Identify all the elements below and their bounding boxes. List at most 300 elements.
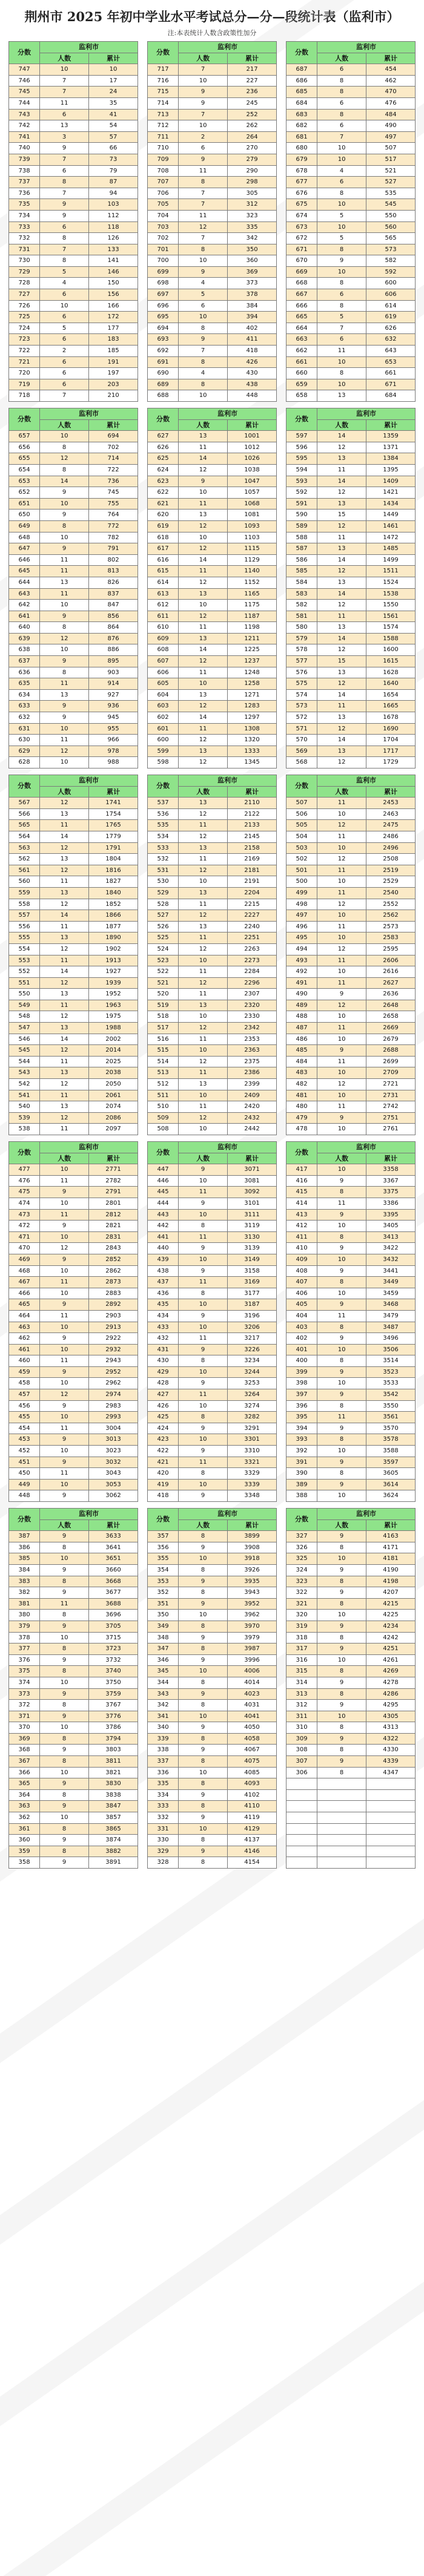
score-cell: 323 xyxy=(287,1576,317,1587)
score-cell: 431 xyxy=(148,1344,179,1355)
table-row xyxy=(9,1277,138,1288)
table-row xyxy=(287,532,416,543)
count-cell: 12 xyxy=(40,798,89,809)
count-cell: 9 xyxy=(179,1243,228,1254)
count-cell: 8 xyxy=(179,323,228,334)
table-row xyxy=(148,1045,277,1057)
cumulative-cell: 535 xyxy=(366,188,416,199)
table-row xyxy=(9,1576,138,1587)
count-cell: 8 xyxy=(40,520,89,532)
cumulative-cell: 79 xyxy=(89,165,138,177)
count-cell: 9 xyxy=(179,1576,228,1587)
cumulative-cell: 2761 xyxy=(366,1124,416,1135)
cumulative-cell: 1297 xyxy=(228,712,277,724)
table-row xyxy=(9,520,138,532)
table-row xyxy=(287,442,416,453)
cumulative-cell: 2074 xyxy=(89,1101,138,1113)
cumulative-cell: 856 xyxy=(89,611,138,622)
table-row xyxy=(148,1468,277,1480)
table-row xyxy=(148,390,277,402)
table-row xyxy=(9,120,138,132)
region-header: 监利市 xyxy=(179,1142,277,1153)
count-cell: 10 xyxy=(317,1221,366,1232)
count-header: 人数 xyxy=(40,419,89,431)
score-cell: 464 xyxy=(9,1310,40,1322)
cumulative-cell: 1890 xyxy=(89,932,138,944)
count-cell: 13 xyxy=(179,689,228,701)
score-cell: 421 xyxy=(148,1457,179,1468)
count-cell: 8 xyxy=(40,1846,89,1857)
count-cell: 8 xyxy=(317,1598,366,1610)
count-cell: 12 xyxy=(40,865,89,876)
table-row xyxy=(148,600,277,611)
count-cell: 8 xyxy=(40,622,89,634)
cumulative-cell: 1827 xyxy=(89,876,138,888)
cumulative-cell: 2158 xyxy=(228,842,277,854)
cumulative-cell: 1421 xyxy=(366,487,416,499)
score-cell: 719 xyxy=(9,379,40,390)
table-row xyxy=(148,1564,277,1576)
count-cell: 9 xyxy=(40,1531,89,1542)
table-row xyxy=(148,723,277,735)
table-row xyxy=(148,323,277,334)
cumulative-cell: 54 xyxy=(89,120,138,132)
score-cell: 472 xyxy=(9,1221,40,1232)
table-row xyxy=(287,1457,416,1468)
score-cell: 490 xyxy=(287,989,317,1000)
cumulative-cell: 2181 xyxy=(228,865,277,876)
cumulative-cell: 2616 xyxy=(366,966,416,978)
table-row xyxy=(148,921,277,932)
cumulative-cell: 3715 xyxy=(89,1632,138,1644)
table-row xyxy=(287,1812,416,1824)
score-cell: 315 xyxy=(287,1666,317,1677)
watermark-band xyxy=(0,2097,424,2430)
score-header: 分数 xyxy=(9,42,40,64)
cumulative-cell: 936 xyxy=(89,701,138,712)
count-cell: 10 xyxy=(179,1434,228,1446)
count-cell: 8 xyxy=(179,1468,228,1480)
table-row xyxy=(9,808,138,820)
table-row xyxy=(9,798,138,809)
count-cell: 6 xyxy=(40,379,89,390)
score-cell: 729 xyxy=(9,266,40,278)
count-cell: 7 xyxy=(179,233,228,244)
count-cell: 11 xyxy=(179,1231,228,1243)
count-cell: 6 xyxy=(40,165,89,177)
table-row xyxy=(9,1079,138,1090)
count-cell: 12 xyxy=(317,520,366,532)
table-row xyxy=(9,712,138,724)
score-cell: 657 xyxy=(9,431,40,442)
cumulative-cell: 2679 xyxy=(366,1034,416,1045)
score-cell: 684 xyxy=(287,97,317,109)
table-row xyxy=(9,865,138,876)
score-cell: 468 xyxy=(9,1265,40,1277)
count-cell: 12 xyxy=(179,577,228,588)
count-cell: 10 xyxy=(317,876,366,888)
score-table xyxy=(147,41,277,402)
cumulative-cell: 847 xyxy=(89,600,138,611)
count-cell: 9 xyxy=(40,1366,89,1378)
count-cell: 12 xyxy=(317,723,366,735)
table-row xyxy=(287,520,416,532)
score-cell: 730 xyxy=(9,255,40,267)
score-cell: 604 xyxy=(148,689,179,701)
score-cell: 534 xyxy=(148,831,179,842)
count-cell: 7 xyxy=(179,346,228,357)
score-cell: 528 xyxy=(148,899,179,910)
table-row xyxy=(287,746,416,757)
cumulative-cell: 3633 xyxy=(89,1531,138,1542)
score-cell: 479 xyxy=(287,1112,317,1124)
region-header: 监利市 xyxy=(317,1142,416,1153)
empty-cell xyxy=(287,1812,317,1824)
cumulative-cell: 411 xyxy=(228,334,277,346)
score-cell: 572 xyxy=(287,712,317,724)
cumulative-cell: 1081 xyxy=(228,510,277,521)
cumulative-cell: 3750 xyxy=(89,1677,138,1688)
count-cell: 9 xyxy=(317,1644,366,1655)
cumulative-cell: 3776 xyxy=(89,1711,138,1722)
cumulative-cell: 210 xyxy=(89,390,138,402)
score-cell: 716 xyxy=(148,75,179,87)
cumulative-cell: 2508 xyxy=(366,854,416,865)
score-cell: 746 xyxy=(9,75,40,87)
table-row xyxy=(9,1700,138,1711)
table-row xyxy=(148,1221,277,1232)
table-row xyxy=(9,588,138,600)
score-cell: 644 xyxy=(9,577,40,588)
table-row xyxy=(148,1231,277,1243)
count-cell: 8 xyxy=(317,1576,366,1587)
cumulative-cell: 3217 xyxy=(228,1333,277,1345)
cumulative-cell: 4137 xyxy=(228,1835,277,1846)
table-row xyxy=(287,1846,416,1857)
cumulative-cell: 4041 xyxy=(228,1711,277,1722)
cumulative-cell: 2386 xyxy=(228,1067,277,1079)
table-row xyxy=(9,977,138,989)
count-cell: 9 xyxy=(40,1490,89,1502)
count-cell: 9 xyxy=(40,701,89,712)
score-cell: 616 xyxy=(148,554,179,566)
count-cell: 6 xyxy=(179,300,228,312)
count-cell: 9 xyxy=(40,1333,89,1345)
cumulative-cell: 3677 xyxy=(89,1587,138,1599)
table-row xyxy=(287,221,416,233)
count-cell: 10 xyxy=(40,498,89,510)
table-row xyxy=(148,464,277,476)
cumulative-cell: 103 xyxy=(89,199,138,211)
score-cell: 618 xyxy=(148,532,179,543)
score-cell: 312 xyxy=(287,1700,317,1711)
cumulative-cell: 2296 xyxy=(228,977,277,989)
table-row xyxy=(287,300,416,312)
score-cell: 540 xyxy=(9,1101,40,1113)
count-cell: 13 xyxy=(179,1079,228,1090)
count-cell: 14 xyxy=(40,966,89,978)
cumulative-cell: 342 xyxy=(228,233,277,244)
table-row xyxy=(287,1187,416,1198)
cumulative-cell: 2240 xyxy=(228,921,277,932)
count-cell: 11 xyxy=(317,1056,366,1067)
cumulative-cell: 4234 xyxy=(366,1621,416,1632)
score-cell: 600 xyxy=(148,735,179,746)
cumulative-cell: 3441 xyxy=(366,1265,416,1277)
count-cell: 10 xyxy=(317,1067,366,1079)
count-cell: 2 xyxy=(179,131,228,143)
count-cell: 9 xyxy=(40,1299,89,1311)
count-cell: 14 xyxy=(317,735,366,746)
table-row xyxy=(9,1468,138,1480)
score-cell: 372 xyxy=(9,1700,40,1711)
table-row xyxy=(9,932,138,944)
cumulative-cell: 4067 xyxy=(228,1745,277,1756)
cumulative-cell: 582 xyxy=(366,255,416,267)
table-row xyxy=(9,723,138,735)
table-row xyxy=(287,476,416,487)
count-cell: 7 xyxy=(40,244,89,255)
table-row xyxy=(9,1610,138,1621)
cumulative-cell: 1187 xyxy=(228,611,277,622)
count-cell: 13 xyxy=(40,689,89,701)
score-cell: 637 xyxy=(9,656,40,667)
count-cell: 14 xyxy=(40,1034,89,1045)
count-cell: 6 xyxy=(317,334,366,346)
score-cell: 335 xyxy=(148,1778,179,1790)
cumulative-cell: 3759 xyxy=(89,1688,138,1700)
cumulative-cell: 1449 xyxy=(366,510,416,521)
score-cell: 692 xyxy=(148,346,179,357)
score-cell: 347 xyxy=(148,1644,179,1655)
table-row xyxy=(9,1711,138,1722)
score-cell: 320 xyxy=(287,1610,317,1621)
table-row xyxy=(148,955,277,966)
table-row xyxy=(287,255,416,267)
cumulative-cell: 3081 xyxy=(228,1175,277,1187)
count-cell: 8 xyxy=(179,1644,228,1655)
table-row xyxy=(287,1045,416,1057)
cumulative-cell: 3970 xyxy=(228,1621,277,1632)
count-cell: 8 xyxy=(317,1666,366,1677)
score-cell: 500 xyxy=(287,876,317,888)
count-cell: 7 xyxy=(40,188,89,199)
score-cell: 366 xyxy=(9,1767,40,1778)
score-cell: 385 xyxy=(9,1553,40,1565)
score-header: 分数 xyxy=(9,1142,40,1164)
count-cell: 10 xyxy=(317,356,366,368)
table-row xyxy=(148,577,277,588)
score-cell: 601 xyxy=(148,723,179,735)
count-cell: 12 xyxy=(317,757,366,769)
cumulative-cell: 4031 xyxy=(228,1700,277,1711)
count-cell: 8 xyxy=(317,188,366,199)
score-cell: 434 xyxy=(148,1310,179,1322)
count-cell: 9 xyxy=(40,543,89,555)
cumulative-cell: 4102 xyxy=(228,1789,277,1801)
table-row xyxy=(9,1299,138,1311)
score-cell: 718 xyxy=(9,390,40,402)
table-row xyxy=(9,1722,138,1734)
count-cell: 10 xyxy=(317,379,366,390)
score-cell: 379 xyxy=(9,1621,40,1632)
score-cell: 432 xyxy=(148,1333,179,1345)
cumulative-cell: 2399 xyxy=(228,1079,277,1090)
count-cell: 9 xyxy=(317,1389,366,1401)
count-cell: 11 xyxy=(317,1023,366,1034)
cumulative-cell: 1729 xyxy=(366,757,416,769)
table-row xyxy=(148,1722,277,1734)
table-row xyxy=(287,554,416,566)
score-cell: 358 xyxy=(9,1857,40,1869)
table-row xyxy=(287,932,416,944)
score-cell: 314 xyxy=(287,1677,317,1688)
score-cell: 471 xyxy=(9,1231,40,1243)
count-cell: 13 xyxy=(40,1023,89,1034)
cumulative-cell: 4269 xyxy=(366,1666,416,1677)
score-cell: 453 xyxy=(9,1434,40,1446)
count-cell: 10 xyxy=(179,1322,228,1333)
count-cell: 10 xyxy=(179,1090,228,1101)
score-cell: 681 xyxy=(287,131,317,143)
table-row xyxy=(9,1677,138,1688)
cumulative-cell: 2913 xyxy=(89,1322,138,1333)
count-cell: 9 xyxy=(179,1745,228,1756)
score-cell: 738 xyxy=(9,165,40,177)
count-cell: 10 xyxy=(40,1553,89,1565)
count-cell: 10 xyxy=(179,678,228,690)
count-cell: 8 xyxy=(40,667,89,678)
count-header: 人数 xyxy=(40,786,89,798)
score-cell: 590 xyxy=(287,510,317,521)
cumulative-cell: 1461 xyxy=(366,520,416,532)
table-row xyxy=(9,689,138,701)
score-cell: 713 xyxy=(148,109,179,120)
score-cell: 643 xyxy=(9,588,40,600)
table-row xyxy=(148,346,277,357)
count-cell: 11 xyxy=(179,932,228,944)
count-cell: 9 xyxy=(317,1457,366,1468)
table-row xyxy=(9,1198,138,1209)
score-cell: 676 xyxy=(287,188,317,199)
score-cell: 458 xyxy=(9,1378,40,1389)
score-cell: 620 xyxy=(148,510,179,521)
count-cell: 8 xyxy=(40,177,89,188)
count-cell: 9 xyxy=(40,143,89,154)
score-cell: 632 xyxy=(9,712,40,724)
table-row xyxy=(287,1299,416,1311)
cumulative-cell: 3177 xyxy=(228,1288,277,1299)
score-header: 分数 xyxy=(287,1142,317,1164)
table-row xyxy=(148,1164,277,1176)
table-row xyxy=(287,379,416,390)
table-row xyxy=(148,566,277,577)
score-cell: 462 xyxy=(9,1333,40,1345)
table-row xyxy=(148,233,277,244)
count-cell: 9 xyxy=(40,712,89,724)
score-cell: 442 xyxy=(148,1221,179,1232)
cumulative-cell: 3139 xyxy=(228,1243,277,1254)
cumulative-cell: 600 xyxy=(366,278,416,289)
score-cell: 631 xyxy=(9,723,40,735)
score-cell: 476 xyxy=(9,1175,40,1187)
table-row xyxy=(148,1778,277,1790)
count-cell: 7 xyxy=(179,188,228,199)
cumulative-header: 累计 xyxy=(89,786,138,798)
table-row xyxy=(148,656,277,667)
score-cell: 722 xyxy=(9,346,40,357)
score-cell: 570 xyxy=(287,735,317,746)
count-cell: 6 xyxy=(40,289,89,301)
table-row xyxy=(9,543,138,555)
cumulative-cell: 914 xyxy=(89,678,138,690)
score-cell: 340 xyxy=(148,1722,179,1734)
cumulative-cell: 2922 xyxy=(89,1333,138,1345)
count-cell: 11 xyxy=(40,955,89,966)
cumulative-cell: 521 xyxy=(366,165,416,177)
cumulative-cell: 146 xyxy=(89,266,138,278)
cumulative-cell: 191 xyxy=(89,356,138,368)
table-row xyxy=(9,910,138,922)
count-cell: 12 xyxy=(317,600,366,611)
table-row xyxy=(287,390,416,402)
count-cell: 12 xyxy=(40,1243,89,1254)
table-row xyxy=(148,431,277,442)
region-header: 监利市 xyxy=(317,775,416,787)
count-cell: 7 xyxy=(179,199,228,211)
cumulative-cell: 1574 xyxy=(366,622,416,634)
count-cell: 8 xyxy=(179,1621,228,1632)
score-cell: 609 xyxy=(148,633,179,644)
score-cell: 598 xyxy=(148,757,179,769)
table-row xyxy=(148,1632,277,1644)
table-row xyxy=(9,1531,138,1542)
cumulative-cell: 1852 xyxy=(89,899,138,910)
count-cell: 6 xyxy=(40,312,89,323)
score-cell: 645 xyxy=(9,566,40,577)
count-cell: 9 xyxy=(40,1688,89,1700)
cumulative-cell: 3987 xyxy=(228,1644,277,1655)
count-cell: 11 xyxy=(317,865,366,876)
score-cell: 407 xyxy=(287,1277,317,1288)
cumulative-cell: 886 xyxy=(89,644,138,656)
cumulative-cell: 484 xyxy=(366,109,416,120)
count-cell: 5 xyxy=(179,289,228,301)
table-row xyxy=(287,266,416,278)
count-cell: 9 xyxy=(40,199,89,211)
cumulative-cell: 402 xyxy=(228,323,277,334)
cumulative-cell: 2932 xyxy=(89,1344,138,1355)
table-row xyxy=(9,1288,138,1299)
table-row xyxy=(9,1243,138,1254)
table-row xyxy=(148,1412,277,1423)
score-header: 分数 xyxy=(148,775,179,798)
score-cell: 506 xyxy=(287,808,317,820)
cumulative-cell: 2562 xyxy=(366,910,416,922)
cumulative-cell: 41 xyxy=(89,109,138,120)
score-cell: 694 xyxy=(148,323,179,334)
score-cell: 359 xyxy=(9,1846,40,1857)
table-row xyxy=(287,1164,416,1176)
cumulative-cell: 3723 xyxy=(89,1644,138,1655)
count-cell: 9 xyxy=(317,1366,366,1378)
count-cell: 8 xyxy=(317,1745,366,1756)
count-cell: 13 xyxy=(179,887,228,899)
score-cell: 599 xyxy=(148,746,179,757)
table-row xyxy=(9,199,138,211)
cumulative-cell: 1939 xyxy=(89,977,138,989)
table-row xyxy=(287,854,416,865)
